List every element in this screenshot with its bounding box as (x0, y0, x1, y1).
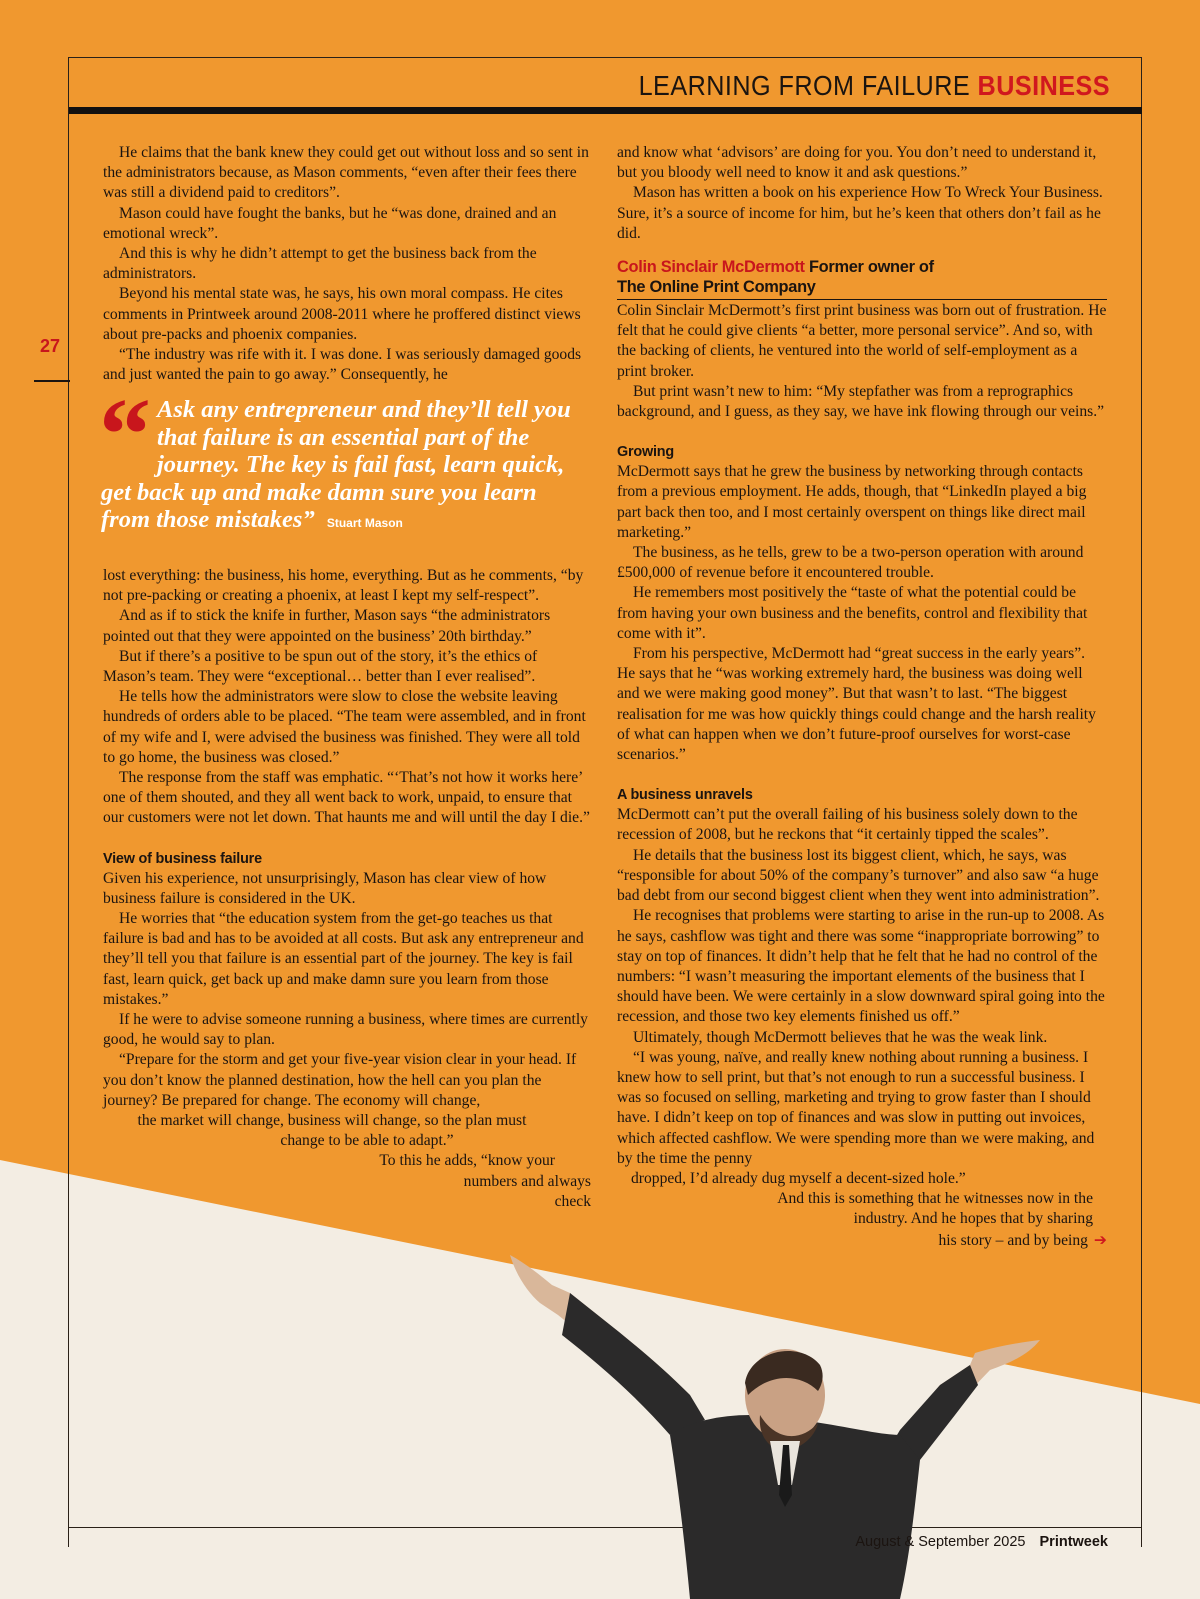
body-paragraph: And this is why he didn’t attempt to get the business back from the administrators. (103, 245, 537, 283)
body-paragraph: “I was young, naïve, and really knew nothing about running a business. I knew how to sell print, but that’s not enough to run a successful business. I was so focused on selling, marketing and trying to grow faster than I should have. I didn’t keep on top of finances and was slow in putting out invoices, which affected cashflow. We were spending more than we were making, and by the time the penny (617, 1048, 1095, 1167)
body-paragraph: and know what ‘advisors’ are doing for you. You don’t need to understand it, but you bloody well need to know it and ask questions.” (617, 144, 1097, 182)
header-rule (69, 107, 1142, 114)
profile-heading (617, 257, 1107, 297)
right-column (617, 143, 1107, 1251)
body-paragraph: lost everything: the business, his home, everything. But as he comments, “by not pre-packing or creating a phoenix, at least I kept my self-respect”. (103, 567, 584, 605)
body-line: To this he adds, “know your (379, 1152, 555, 1170)
spacer (617, 422, 1107, 442)
frame-right-line (1141, 57, 1142, 1547)
body-line-with-arrow (617, 1230, 1107, 1251)
left-column-top (103, 143, 591, 385)
body-paragraph: Ultimately, though McDermott believes that he was the weak link. (633, 1028, 1048, 1046)
left-column-bottom (103, 566, 591, 1212)
body-paragraph: He details that the business lost its biggest client, which, he says, was “responsible for about 50% of the company’s turnover” and also saw “a huge bad debt from our second biggest client when they went into administration”. (617, 846, 1100, 905)
body-paragraph: But if there’s a positive to be spun out of the story, it’s the ethics of Mason’s team. They were “exceptional… better than I ever realised”. (103, 647, 538, 686)
body-paragraph: He recognises that problems were starting to arise in the run-up to 2008. As he says, cashflow was tight and there was some “inappropriate borrowing” to stay on top of finances. It didn’t help that he felt that he had no control of the numbers: “I wasn’t measuring the important elements of the business that I should have been. We were certainly in a slow downward spiral going into the recession, and those two key elements finished us off.” (617, 907, 1105, 1026)
page-number: 27 (40, 336, 61, 356)
frame-top-line (68, 57, 1142, 58)
spacer (103, 829, 591, 849)
body-paragraph: Given his experience, not unsurprisingly, Mason has clear view of how business failure is considered in the UK. (103, 869, 547, 907)
body-paragraph: He claims that the bank knew they could get out without loss and so sent in the administrators because, as Mason comments, “even after their fees there was still a dividend paid to creditors”. (103, 144, 589, 202)
subheading: A business unravels (617, 787, 753, 804)
issue-date: August & September 2025 (855, 1534, 1026, 1550)
body-paragraph: And as if to stick the knife in further, Mason says “the administrators pointed out that they were appointed on the business’ 20th birthday.” (103, 607, 551, 645)
body-paragraph: Mason has written a book on his experience How To Wreck Your Business. Sure, it’s a source of income for him, but he’s keen that others don’t fail as he did. (617, 184, 1103, 242)
spacer (617, 765, 1107, 785)
quote-mark-icon: “ (99, 377, 151, 492)
page-number-rule (34, 380, 70, 382)
body-paragraph: Beyond his mental state was, he says, his own moral compass. He cites comments in Printweek around 2008-2011 where he proffered distinct views about pre-packs and phoenix companies. (103, 285, 581, 343)
spacer (617, 244, 1107, 257)
pull-quote (99, 377, 591, 538)
body-paragraph: The response from the staff was emphatic. “‘That’s not how it works here’ one of them shouted, and they all went back to work, unpaid, to ensure that our customers were not let down. That haunts me and will until the day I die.” (103, 769, 590, 827)
body-line: dropped, I’d already dug myself a decent-sized hole.” (631, 1169, 966, 1187)
frame-left-line (68, 57, 69, 1547)
body-line: change to be able to adapt.” (280, 1132, 454, 1150)
publication-name: Printweek (1039, 1534, 1108, 1550)
category-label: BUSINESS (977, 70, 1110, 101)
running-header (174, 68, 1110, 104)
body-paragraph: Colin Sinclair McDermott’s first print business was born out of frustration. He felt that he could give clients “a better, more personal service”. And so, with the backing of clients, he ventured into the world of self-employment as a print broker. (617, 302, 1107, 380)
body-paragraph: He remembers most positively the “taste of what the potential could be from having your own business and the benefits, control and flexibility that come with it”. (617, 584, 1088, 642)
body-line: the market will change, business will change, so the plan must (137, 1112, 527, 1130)
pull-quote-text: Ask any entrepreneur and they’ll tell you that failure is an essential part of the journey. The key is fail fast, learn quick, get back up and make damn sure you learn from those mistakes” (101, 396, 571, 533)
body-line: his story – and by being (938, 1231, 1088, 1249)
section-title: LEARNING FROM FAILURE (638, 70, 971, 101)
body-line: And this is something that he witnesses now in the (777, 1190, 1093, 1208)
body-paragraph: If he were to advise someone running a business, where times are currently good, he would say to plan. (103, 1011, 588, 1049)
body-paragraph: “Prepare for the storm and get your five-year vision clear in your head. If you don’t know the planned destination, how the hell can you plan the journey? Be prepared for change. The economy will change, (103, 1051, 577, 1109)
body-paragraph: McDermott can’t put the overall failing of his business solely down to the recession of 2008, but he reckons that “it certainly tipped the scales”. (617, 806, 1078, 844)
profile-company: The Online Print Company (617, 278, 816, 297)
pull-quote-attribution: Stuart Mason (326, 516, 403, 530)
body-paragraph: From his perspective, McDermott had “great success in the early years”. He says that he “was working extremely hard, the business was doing well and we were making good money”. But that wasn’t to last. “The biggest realisation for me was how quickly things could change and the harsh reality of what can happen when we don’t future-proof ourselves for worst-case scenarios.” (617, 645, 1096, 764)
profile-name: Colin Sinclair McDermott (617, 258, 805, 277)
profile-role: Former owner of (808, 258, 934, 277)
body-paragraph: Mason could have fought the banks, but he “was done, drained and an emotional wreck”. (103, 204, 557, 242)
body-paragraph: He tells how the administrators were slow to close the website leaving hundreds of orders able to be placed. “The team were assembled, and in front of my wife and I, were advised the business was finished. They were all told to go home, the business was closed.” (103, 688, 586, 766)
body-line: numbers and always (463, 1172, 591, 1190)
continue-arrow-icon: ➔ (1093, 1230, 1107, 1249)
page-footer (855, 1534, 1108, 1550)
body-paragraph: But print wasn’t new to him: “My stepfather was from a reprographics background, and I guess, as they say, we have ink flowing through our veins.” (617, 382, 1105, 421)
body-line: check (554, 1192, 591, 1210)
body-line: industry. And he hopes that by sharing (853, 1210, 1093, 1228)
body-paragraph: He worries that “the education system from the get-go teaches us that failure is bad and has to be avoided at all costs. But ask any entrepreneur and they’ll tell you that failure is an essential part of the journey. The key is fail fast, learn quick, get back up and make damn sure you learn from those mistakes.” (103, 910, 584, 1008)
profile-rule (617, 299, 1107, 300)
body-paragraph: “The industry was rife with it. I was done. I was seriously damaged goods and just wanted the pain to go away.” Consequently, he (103, 346, 582, 384)
subheading: Growing (617, 444, 674, 461)
body-paragraph: McDermott says that he grew the business by networking through contacts from a previous employment. He adds, though, that “LinkedIn played a big part back then too, and I most certainly overspent on things like direct mail marketing.” (617, 463, 1087, 541)
body-paragraph: The business, as he tells, grew to be a two-person operation with around £500,000 of revenue before it encountered trouble. (617, 544, 1084, 582)
subheading: View of business failure (103, 850, 262, 867)
